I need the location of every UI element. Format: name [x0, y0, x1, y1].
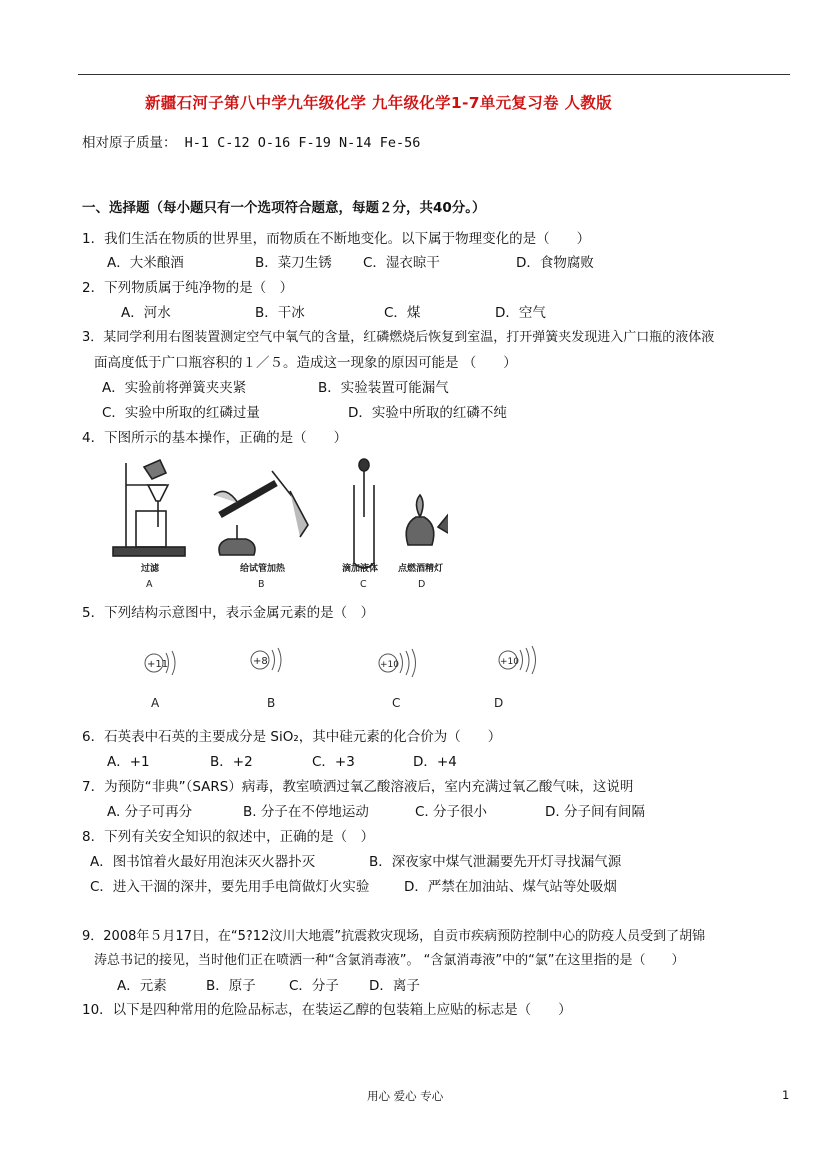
q8-option-b: B．深夜家中煤气泄漏要先开灯寻找漏气源	[369, 854, 622, 870]
heating-test-tube-apparatus	[214, 471, 308, 555]
atom-c-nucleus: +10	[380, 660, 399, 670]
question-9-stem-line1: 9．2008年５月17日，在“5?12汶川大地震”抗震救灾现场，自贡市疾病预防控制中心的防疫人员受到了胡锦	[82, 929, 706, 944]
q1-option-c: C．湿衣晾干	[363, 255, 440, 271]
q3-option-b: B．实验装置可能漏气	[318, 380, 449, 396]
q2-option-d: D．空气	[495, 305, 546, 321]
question-2-stem: 2．下列物质属于纯净物的是（ ）	[82, 280, 294, 296]
q7-option-c: C. 分子很小	[415, 804, 488, 820]
question-3-stem-line2: 面高度低于广口瓶容积的１／５。造成这一现象的原因可能是 （ ）	[94, 355, 517, 371]
q8-option-c: C．进入干涸的深井，要先用手电筒做灯火实验	[90, 879, 370, 895]
question-7-stem: 7．为预防“非典”（SARS）病毒，教室喷洒过氧乙酸溶液后，室内充满过氧乙酸气味，这说明	[82, 779, 634, 795]
caption-c: 滴加液体	[342, 564, 379, 574]
q9-option-b: B．原子	[206, 978, 256, 994]
q1-option-b: B．菜刀生锈	[255, 255, 332, 271]
q2-option-c: C．煤	[384, 305, 421, 321]
lab-operations-figure	[108, 455, 448, 597]
question-4-stem: 4．下图所示的基本操作，正确的是（ ）	[82, 430, 348, 446]
letter-5b: B	[267, 696, 276, 710]
letter-5c: C	[392, 696, 401, 710]
q7-option-a: A. 分子可再分	[107, 804, 193, 820]
q8-option-d: D．严禁在加油站、煤气站等处吸烟	[404, 879, 617, 895]
page-title: 新疆石河子第八中学九年级化学 九年级化学1-7单元复习卷 人教版	[145, 94, 612, 112]
atomic-structure-figure	[140, 645, 570, 715]
q3-option-a: A．实验前将弹簧夹夹紧	[102, 380, 247, 396]
question-3-stem-line1: 3．某同学利用右图装置测定空气中氧气的含量，红磷燃烧后恢复到室温，打开弹簧夹发现进入广口瓶的液体液	[82, 330, 715, 345]
q6-option-c: C．+3	[312, 754, 355, 770]
question-6-stem: 6．石英表中石英的主要成分是 SiO₂，其中硅元素的化合价为（ ）	[82, 729, 502, 745]
q2-option-b: B．干冰	[255, 305, 305, 321]
q7-option-d: D. 分子间有间隔	[545, 804, 645, 820]
q9-option-c: C．分子	[289, 978, 339, 994]
header-rule	[78, 74, 790, 75]
q2-option-a: A．河水	[121, 305, 171, 321]
footer-text: 用心 爱心 专心	[367, 1089, 444, 1103]
q9-option-a: A．元素	[117, 978, 167, 994]
alcohol-lamp-pair	[406, 495, 448, 545]
question-8-stem: 8．下列有关安全知识的叙述中，正确的是（ ）	[82, 829, 375, 845]
atomic-mass-line: 相对原子质量： H-1 C-12 O-16 F-19 N-14 Fe-56	[82, 135, 421, 151]
q6-option-a: A．+1	[107, 754, 150, 770]
q7-option-b: B. 分子在不停地运动	[243, 804, 369, 820]
page-number: 1	[782, 1088, 790, 1102]
q8-option-a: A．图书馆着火最好用泡沫灭火器扑灭	[90, 854, 316, 870]
q6-option-b: B．+2	[210, 754, 253, 770]
letter-b: B	[258, 579, 265, 590]
question-5-stem: 5．下列结构示意图中，表示金属元素的是（ ）	[82, 605, 375, 621]
letter-c: C	[360, 579, 367, 590]
filtration-apparatus	[113, 460, 185, 556]
atom-d-nucleus: +10	[500, 657, 519, 667]
caption-b: 给试管加热	[240, 564, 286, 574]
caption-d: 点燃酒精灯	[398, 564, 444, 574]
q9-option-d: D．离子	[369, 978, 420, 994]
q1-option-a: A．大米酿酒	[107, 255, 184, 271]
dropper-test-tube	[354, 459, 374, 568]
question-1-stem: 1．我们生活在物质的世界里，而物质在不断地变化。以下属于物理变化的是（ ）	[82, 231, 591, 247]
q1-option-d: D．食物腐败	[516, 255, 594, 271]
q6-option-d: D．+4	[413, 754, 457, 770]
q3-option-d: D．实验中所取的红磷不纯	[348, 405, 507, 421]
letter-5d: D	[494, 696, 504, 710]
atom-b-nucleus: +8	[253, 656, 268, 667]
letter-a: A	[146, 579, 153, 590]
question-10-stem: 10．以下是四种常用的危险品标志，在装运乙醇的包装箱上应贴的标志是（ ）	[82, 1002, 572, 1018]
section-heading: 一、选择题（每小题只有一个选项符合题意，每题２分，共40分。）	[82, 200, 486, 216]
caption-a: 过滤	[141, 564, 160, 574]
q3-option-c: C．实验中所取的红磷过量	[102, 405, 260, 421]
question-9-stem-line2: 涛总书记的接见，当时他们正在喷洒一种“含氯消毒液”。 “含氯消毒液”中的“氯”在这里指的是（ ）	[94, 953, 685, 968]
letter-d: D	[418, 579, 426, 590]
letter-5a: A	[151, 696, 160, 710]
atom-a-nucleus: +11	[147, 659, 169, 670]
